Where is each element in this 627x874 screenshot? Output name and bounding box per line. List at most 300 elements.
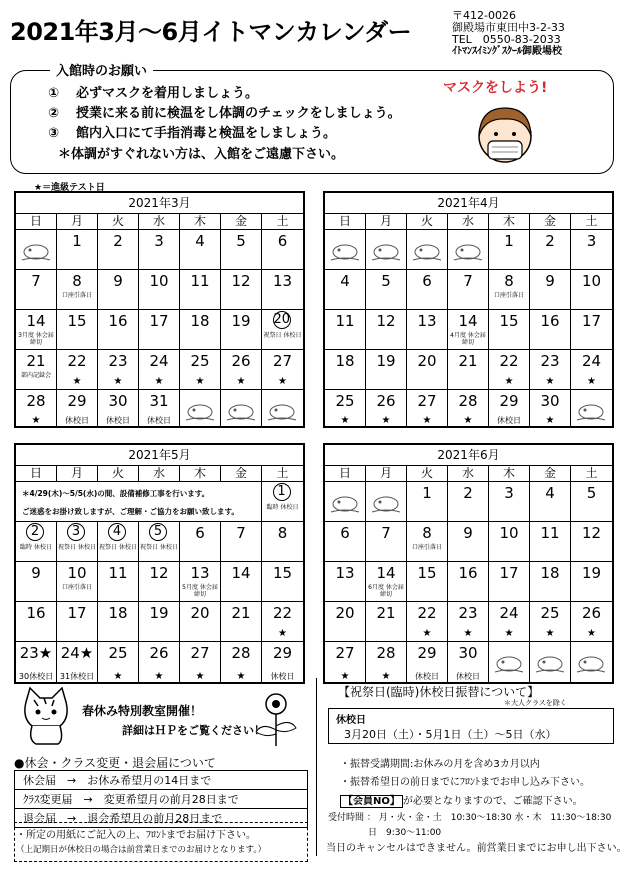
day-number: 27 xyxy=(417,392,437,410)
day-number: 11 xyxy=(335,312,355,330)
calendar-day xyxy=(262,230,303,270)
test-day-star-icon: ★ xyxy=(587,628,596,639)
calendar-day xyxy=(98,602,139,642)
calendar-day xyxy=(571,350,612,390)
day-number: 29 xyxy=(272,644,293,662)
day-number: 27 xyxy=(335,644,355,662)
calendar-day xyxy=(448,310,489,350)
calendar-day xyxy=(407,390,448,428)
day-number: 21 xyxy=(231,604,251,622)
calendar-day xyxy=(180,602,221,642)
weekday-header: 水 xyxy=(448,213,489,230)
day-number: 17 xyxy=(581,312,602,330)
calendar-day xyxy=(530,602,571,642)
calendar-day xyxy=(407,310,448,350)
calendar-day xyxy=(571,562,612,602)
day-number: 1 xyxy=(504,232,514,250)
test-day-star-icon: ★ xyxy=(340,415,350,426)
day-note: 口座引落日 xyxy=(493,292,524,299)
day-number: 6 xyxy=(340,524,350,542)
day-number: 12 xyxy=(149,564,169,582)
day-number: 16 xyxy=(108,312,128,330)
illustration-cell xyxy=(448,230,489,270)
entry-notice-heading: 入館時のお願い xyxy=(50,60,153,79)
calendar-day xyxy=(139,230,180,270)
day-number: 15 xyxy=(499,312,519,330)
day-number: 22 xyxy=(67,352,87,370)
calendar-day xyxy=(221,310,262,350)
illustration-cell xyxy=(325,230,366,270)
day-number: 16 xyxy=(458,564,478,582)
calendar-day xyxy=(139,602,180,642)
day-number: 5 xyxy=(586,484,597,502)
street-address: 御殿場市東田中3-2-33 xyxy=(452,21,565,34)
calendar-day xyxy=(98,310,139,350)
calendar-day xyxy=(530,390,571,428)
day-number: 27 xyxy=(190,644,210,662)
holiday-transfer-exception: ＊大人クラスを除く xyxy=(504,699,567,707)
day-number: 1 xyxy=(72,232,82,250)
day-number: 19 xyxy=(376,352,396,370)
weekday-header: 金 xyxy=(221,465,262,482)
calendar-day xyxy=(221,230,262,270)
weekday-header: 月 xyxy=(366,465,407,482)
transfer-period: ・振替受講期間:お休みの月を含め3カ月以内 xyxy=(340,759,540,770)
calendar-day xyxy=(262,350,303,390)
calendar-day xyxy=(407,602,448,642)
day-number: 6 xyxy=(195,524,205,542)
day-number: 29 xyxy=(499,392,519,410)
calendar-day xyxy=(262,482,303,522)
calendar-day xyxy=(180,310,221,350)
day-number: 13 xyxy=(335,564,355,582)
day-number: 18 xyxy=(335,352,355,370)
weekday-header: 日 xyxy=(325,465,366,482)
closed-day-label: 休校日 xyxy=(106,416,130,425)
day-number: 10 xyxy=(581,272,602,290)
calendar-day xyxy=(221,642,262,684)
weekday-header: 火 xyxy=(98,465,139,482)
weekday-header: 土 xyxy=(262,213,303,230)
calendar-day xyxy=(139,562,180,602)
day-number: 21 xyxy=(26,352,46,370)
may-maintenance-note: ＊4/29(木)～5/5(水)の間、設備補修工事を行います。 xyxy=(22,489,210,498)
calendar-day xyxy=(221,602,262,642)
calendar-day xyxy=(448,602,489,642)
day-number: 2 xyxy=(113,232,123,250)
calendar-day xyxy=(325,350,366,390)
calendar-title: 2021年6月 xyxy=(325,445,612,466)
test-day-star-icon: ★ xyxy=(422,415,432,426)
day-number: 26 xyxy=(149,644,169,662)
calendar-day xyxy=(98,390,139,428)
calendar-day xyxy=(262,642,303,684)
day-number: 21 xyxy=(458,352,478,370)
day-note: 部内記録会 xyxy=(20,372,51,379)
calendar-title: 2021年3月 xyxy=(16,193,303,214)
day-number: 8 xyxy=(422,524,432,542)
decoration-icon xyxy=(325,230,365,269)
day-number: 15 xyxy=(417,564,437,582)
section-divider xyxy=(316,678,317,856)
decoration-icon xyxy=(325,482,365,521)
calendar-title: 2021年4月 xyxy=(325,193,612,214)
day-number: 28 xyxy=(376,644,396,662)
day-number: 11 xyxy=(540,524,560,542)
day-number: 24★ xyxy=(60,644,94,662)
test-day-star-icon: ★ xyxy=(504,376,514,387)
member-number-note: 【会員NO】 が必要となりますので、ご確認下さい。 xyxy=(340,792,583,807)
day-number: 8 xyxy=(504,272,514,290)
day-note: 6月度 休会届締切 xyxy=(368,584,404,598)
day-number: 9 xyxy=(463,524,473,542)
procedures-table xyxy=(14,770,308,828)
procedures-title: ●休会・クラス変更・退会届について xyxy=(14,756,216,770)
day-number: 23 xyxy=(540,352,560,370)
day-number: 4 xyxy=(545,484,555,502)
calendar-day xyxy=(16,390,57,428)
weekday-header: 土 xyxy=(571,465,612,482)
calendar-day xyxy=(98,350,139,390)
spring-class-detail: 詳細はＨＰをご覧ください！ xyxy=(122,724,265,737)
phone-number: TEL 0550-83-2033 xyxy=(452,33,561,46)
calendar-day xyxy=(139,642,180,684)
calendar-day xyxy=(571,270,612,310)
transfer-application: ・振替希望日の前日までにﾌﾛﾝﾄまでお申し込み下さい。 xyxy=(340,777,590,788)
calendar-day xyxy=(262,270,303,310)
day-number: 18 xyxy=(108,604,128,622)
closed-day-label: 30休校日 xyxy=(18,672,54,681)
weekday-header: 日 xyxy=(325,213,366,230)
day-number: 13 xyxy=(417,312,437,330)
day-number: 1 xyxy=(422,484,432,502)
calendar-day xyxy=(221,562,262,602)
legend-test-day: ★＝進級テスト日 xyxy=(34,183,105,193)
calendar-day xyxy=(98,270,139,310)
illustration-cell xyxy=(407,230,448,270)
illustration-cell xyxy=(571,390,612,428)
day-number: 28 xyxy=(458,392,478,410)
cat-illustration xyxy=(14,682,78,748)
day-number: 12 xyxy=(581,524,602,542)
notice-warning: ＊体調がすぐれない方は、入館をご遠慮下さい。 xyxy=(58,147,345,162)
day-number: 20 xyxy=(417,352,437,370)
day-number: 14 xyxy=(231,564,251,582)
weekday-header: 火 xyxy=(407,213,448,230)
illustration-cell xyxy=(16,230,57,270)
day-note: 祝祭日 休校日 xyxy=(58,544,96,551)
day-number: 19 xyxy=(231,312,251,330)
calendar-day xyxy=(16,270,57,310)
mask-slogan: マスクをしよう! xyxy=(443,80,548,96)
illustration-cell xyxy=(489,642,530,684)
calendar-day xyxy=(16,522,57,562)
calendar-day xyxy=(530,522,571,562)
test-day-star-icon: ★ xyxy=(278,376,287,387)
weekday-header: 月 xyxy=(57,213,98,230)
day-number: 18 xyxy=(190,312,210,330)
decoration-icon xyxy=(571,390,612,428)
reception-hours: 受付時間 ： 月・火・金・土 10:30～18:30 水・木 11:30～18:30 xyxy=(328,813,612,823)
calendar-5-month xyxy=(14,443,305,684)
day-number: 17 xyxy=(149,312,169,330)
calendar-day xyxy=(448,562,489,602)
day-number: 20 xyxy=(190,604,210,622)
weekday-header: 月 xyxy=(366,213,407,230)
calendar-day xyxy=(16,310,57,350)
calendar-day xyxy=(407,562,448,602)
decoration-icon xyxy=(407,230,447,269)
table-row: 退会届 → 退会希望月の前月28日まで xyxy=(15,809,308,828)
day-number: 6 xyxy=(277,232,288,250)
calendar-day xyxy=(180,562,221,602)
calendar-6-month xyxy=(323,443,614,684)
calendar-day xyxy=(530,350,571,390)
day-number: 30 xyxy=(458,644,478,662)
illustration-cell xyxy=(530,642,571,684)
calendar-day xyxy=(489,390,530,428)
flower-illustration xyxy=(246,688,302,748)
calendar-day xyxy=(325,562,366,602)
weekday-header: 火 xyxy=(407,465,448,482)
day-number: 24 xyxy=(149,352,169,370)
calendar-day xyxy=(57,350,98,390)
day-note: 祝祭日 休校日 xyxy=(263,332,302,339)
day-note: 口座引落日 xyxy=(61,584,92,591)
day-number: 10 xyxy=(67,564,87,582)
day-number: 7 xyxy=(236,524,246,542)
test-day-star-icon: ★ xyxy=(236,671,246,682)
day-number: 16 xyxy=(540,312,560,330)
calendar-day xyxy=(221,350,262,390)
calendar-day xyxy=(180,522,221,562)
procedures-deadline-note: （上記期日が休校日の場合は前営業日までのお届けとなります。） xyxy=(16,845,267,855)
calendar-day xyxy=(489,270,530,310)
test-day-star-icon: ★ xyxy=(113,376,123,387)
calendar-day xyxy=(366,310,407,350)
day-number: 19 xyxy=(149,604,169,622)
calendar-day xyxy=(489,230,530,270)
calendar-day xyxy=(98,642,139,684)
calendar-day xyxy=(16,602,57,642)
day-number: 10 xyxy=(149,272,169,290)
day-number: 4 xyxy=(108,523,126,541)
test-day-star-icon: ★ xyxy=(278,628,287,639)
calendar-day xyxy=(57,310,98,350)
day-number: 10 xyxy=(499,524,519,542)
weekday-header: 水 xyxy=(139,465,180,482)
day-number: 15 xyxy=(272,564,293,582)
day-number: 17 xyxy=(499,564,519,582)
calendar-day xyxy=(366,350,407,390)
day-number: 22 xyxy=(417,604,437,622)
calendar-day xyxy=(325,642,366,684)
test-day-star-icon: ★ xyxy=(463,628,473,639)
day-note: 3月度 休会届締切 xyxy=(18,332,54,346)
day-number: 16 xyxy=(26,604,46,622)
weekday-header: 水 xyxy=(448,465,489,482)
notice-line-3: ③ 館内入口にて手指消毒と検温をしましょう。 xyxy=(48,126,337,141)
calendar-day xyxy=(366,642,407,684)
test-day-star-icon: ★ xyxy=(195,671,205,682)
decoration-icon xyxy=(489,642,529,684)
calendar-day xyxy=(571,522,612,562)
weekday-header: 木 xyxy=(180,465,221,482)
calendar-day xyxy=(448,482,489,522)
day-number: 22 xyxy=(499,352,519,370)
calendar-day xyxy=(98,522,139,562)
school-address xyxy=(452,10,565,58)
calendar-title: 2021年5月 xyxy=(16,445,303,466)
test-day-star-icon: ★ xyxy=(381,415,391,426)
calendar-day xyxy=(571,482,612,522)
calendar-day xyxy=(325,602,366,642)
day-number: 20 xyxy=(335,604,355,622)
calendar-4-month xyxy=(323,191,614,428)
test-day-star-icon: ★ xyxy=(113,671,123,682)
test-day-star-icon: ★ xyxy=(154,671,164,682)
day-number: 29 xyxy=(417,644,437,662)
test-day-star-icon: ★ xyxy=(154,376,164,387)
day-number: 14 xyxy=(26,312,46,330)
calendar-day xyxy=(16,642,57,684)
day-note: 口座引落日 xyxy=(61,292,92,299)
calendar-day xyxy=(325,270,366,310)
day-number: 7 xyxy=(381,524,391,542)
day-number: 23 xyxy=(108,352,128,370)
day-number: 11 xyxy=(108,564,128,582)
day-number: 24 xyxy=(499,604,519,622)
day-number: 2 xyxy=(545,232,555,250)
day-number: 9 xyxy=(113,272,123,290)
day-number: 3 xyxy=(154,232,164,250)
day-note: 祝祭日 休校日 xyxy=(99,544,137,551)
calendar-day xyxy=(407,482,448,522)
day-number: 3 xyxy=(67,523,85,541)
calendar-day xyxy=(407,270,448,310)
illustration-cell xyxy=(221,390,262,428)
day-number: 5 xyxy=(236,232,246,250)
day-number: 11 xyxy=(190,272,210,290)
decoration-icon xyxy=(366,482,406,521)
illustration-cell xyxy=(571,642,612,684)
decoration-icon xyxy=(571,642,612,684)
closed-day-label: 31休校日 xyxy=(59,672,95,681)
day-number: 1 xyxy=(273,483,291,501)
test-day-star-icon: ★ xyxy=(195,376,205,387)
member-number-label: 【会員NO】 xyxy=(340,795,403,808)
calendar-day xyxy=(448,390,489,428)
closed-day-label: 休校日 xyxy=(415,672,439,681)
calendar-day xyxy=(489,522,530,562)
calendar-day xyxy=(262,562,303,602)
day-number: 7 xyxy=(463,272,473,290)
day-number: 9 xyxy=(31,564,41,582)
calendar-day xyxy=(530,562,571,602)
calendar-day xyxy=(221,522,262,562)
closed-day-label: 休校日 xyxy=(497,416,521,425)
day-number: 26 xyxy=(376,392,396,410)
day-number: 23★ xyxy=(19,644,53,662)
day-number: 13 xyxy=(190,564,210,582)
calendar-day xyxy=(16,350,57,390)
weekday-header: 水 xyxy=(139,213,180,230)
day-number: 21 xyxy=(376,604,396,622)
calendar-day xyxy=(489,562,530,602)
day-number: 12 xyxy=(376,312,396,330)
calendar-day xyxy=(448,522,489,562)
calendar-day xyxy=(139,522,180,562)
masked-child-illustration xyxy=(470,100,540,166)
calendar-day xyxy=(489,350,530,390)
page-title: 2021年3月～6月イトマンカレンダー xyxy=(10,18,412,46)
day-number: 19 xyxy=(581,564,602,582)
decoration-icon xyxy=(366,230,406,269)
calendar-day xyxy=(180,350,221,390)
day-number: 25 xyxy=(190,352,210,370)
day-note: 祝祭日 休校日 xyxy=(140,544,178,551)
calendar-day xyxy=(139,390,180,428)
illustration-cell xyxy=(325,482,366,522)
holiday-transfer-title: 【祝祭日(臨時)休校日振替について】 xyxy=(338,685,540,699)
test-day-star-icon: ★ xyxy=(340,671,350,682)
calendar-day xyxy=(489,310,530,350)
closed-day-label: 休校日 xyxy=(65,416,89,425)
weekday-header: 土 xyxy=(262,465,303,482)
day-note: 臨時 休校日 xyxy=(266,504,299,511)
notice-line-1: ① 必ずマスクを着用しましょう。 xyxy=(48,86,259,101)
reception-hours-sunday: 日 9:30～11:00 xyxy=(368,828,442,838)
day-number: 26 xyxy=(231,352,251,370)
day-number: 17 xyxy=(67,604,87,622)
calendar-day xyxy=(98,562,139,602)
calendar-day xyxy=(180,642,221,684)
day-number: 8 xyxy=(277,524,288,542)
calendar-day xyxy=(325,390,366,428)
calendar-day xyxy=(571,602,612,642)
calendar-day xyxy=(57,522,98,562)
decoration-icon xyxy=(448,230,488,269)
calendar-day xyxy=(325,522,366,562)
test-day-star-icon: ★ xyxy=(422,628,432,639)
weekday-header: 土 xyxy=(571,213,612,230)
weekday-header: 木 xyxy=(489,213,530,230)
closed-day-label: 休校日 xyxy=(456,672,480,681)
calendar-day xyxy=(16,562,57,602)
weekday-header: 木 xyxy=(489,465,530,482)
day-number: 18 xyxy=(540,564,560,582)
procedures-note: ・所定の用紙にご記入の上、ﾌﾛﾝﾄまでお届け下さい。 xyxy=(16,830,256,841)
day-number: 7 xyxy=(31,272,41,290)
calendar-day xyxy=(57,230,98,270)
day-number: 25 xyxy=(335,392,355,410)
table-row: 休会届 → お休み希望月の14日まで xyxy=(15,771,308,790)
day-number: 26 xyxy=(581,604,602,622)
calendar-day xyxy=(57,642,98,684)
calendar-day xyxy=(180,230,221,270)
calendar-day xyxy=(448,270,489,310)
test-day-star-icon: ★ xyxy=(31,415,41,426)
calendar-day xyxy=(221,270,262,310)
weekday-header: 金 xyxy=(530,465,571,482)
day-note: 4月度 休会届締切 xyxy=(450,332,486,346)
calendar-day xyxy=(530,482,571,522)
day-number: 14 xyxy=(458,312,478,330)
calendar-day xyxy=(530,230,571,270)
spring-class-title: 春休み特別教室開催！ xyxy=(82,704,203,718)
calendar-day xyxy=(407,522,448,562)
day-number: 15 xyxy=(67,312,87,330)
